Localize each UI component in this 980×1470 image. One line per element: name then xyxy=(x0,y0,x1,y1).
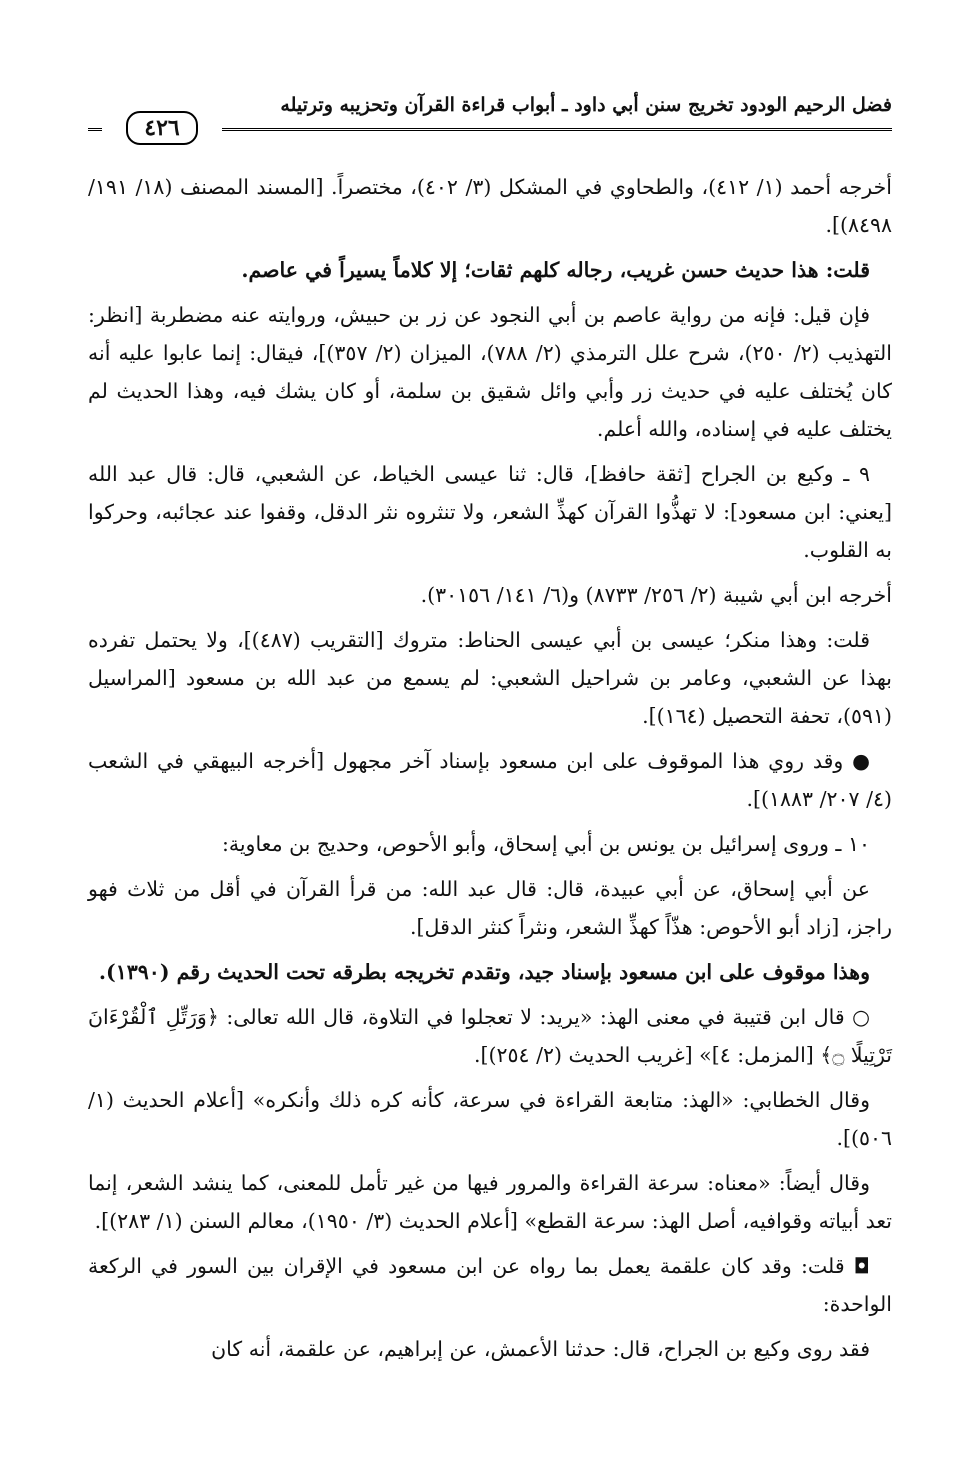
running-header xyxy=(88,92,892,148)
paragraph: ◘ قلت: وقد كان علقمة يعمل بما رواه عن ابن مسعود في الإقران بين السور في الركعة الواحدة: xyxy=(88,1254,892,1316)
paragraph: قلت: وهذا منكر؛ عيسى بن أبي عيسى الحناط: متروك [التقريب (٤٨٧)]، ولا يحتمل تفرده بهذا عن الشعبي، وعامر بن شراحيل الشعبي: لم يسمع من عبد الله بن مسعود [المراسيل (٥٩١)، تحفة التحصيل (١٦٤)]. xyxy=(88,628,892,728)
paragraph: أخرجه ابن أبي شيبة (٢/ ٢٥٦/ ٨٧٣٣) و(٦/ ١٤١/ ٣٠١٥٦). xyxy=(420,583,892,607)
paragraph: ○ قال ابن قتيبة في معنى الهذ: «يريد: لا تعجلوا في التلاوة، قال الله تعالى: ﴿وَرَتِّلِ ٱلْقُرْءَانَ تَرْتِيلًا ۝﴾ [المزمل: ٤]» [غريب الحديث (٢/ ٢٥٤)]. xyxy=(88,1005,892,1067)
paragraph: ٩ ـ وكيع بن الجراح [ثقة حافظ]، قال: ثنا عيسى الخياط، عن الشعبي، قال: قال عبد الله [يعني: ابن مسعود]: لا تهذُّوا القرآن كهذِّ الشعر، ولا تنثروه نثر الدقل، وقفوا عند عجائبه، وحركوا به القلوب. xyxy=(88,462,892,562)
paragraph: فقد روى وكيع بن الجراح، قال: حدثنا الأعمش، عن إبراهيم، عن علقمة، أنه كان xyxy=(211,1337,870,1361)
page-number: ٤٢٦ xyxy=(126,111,197,145)
paragraph: أخرجه أحمد (١/ ٤١٢)، والطحاوي في المشكل (٣/ ٤٠٢)، مختصراً. [المسند المصنف (١٨/ ١٩١/ ٨٤٩٨)]. xyxy=(88,175,892,237)
paragraph: وقال أيضاً: «معناه: سرعة القراءة والمرور فيها من غير تأمل للمعنى، كما ينشد الشعر، إنما تعد أبياته وقوافيه، أصل الهذ: سرعة القطع» [أعلام الحديث (٣/ ١٩٥٠)، معالم السنن (١/ ٢٨٣)]. xyxy=(88,1171,892,1233)
paragraph: قلت: هذا حديث حسن غريب، رجاله كلهم ثقات؛ إلا كلاماً يسيراً في عاصم. xyxy=(241,258,870,282)
page-number-box xyxy=(102,110,222,146)
paragraph: فإن قيل: فإنه من رواية عاصم بن أبي النجود عن زر بن حبيش، وروايته عنه مضطربة [انظر: التهذيب (٢/ ٢٥٠)، شرح علل الترمذي (٢/ ٧٨٨)، الميزان (٢/ ٣٥٧)]، فيقال: إنما عابوا عليه أنه كان يُختلف عليه في حديث زر وأبي وائل شقيق بن سلمة، أو كان يشك فيه، وهذا الحديث لم يختلف عليه في إسناده، والله أعلم. xyxy=(88,303,892,441)
paragraph: وهذا موقوف على ابن مسعود بإسناد جيد، وتقدم تخريجه بطرقه تحت الحديث رقم (١٣٩٠). xyxy=(98,960,870,984)
paragraph: وقال الخطابي: «الهذ: متابعة القراءة في سرعة، كأنه كره ذلك وأنكره» [أعلام الحديث (١/ ٥٠٦)]. xyxy=(88,1088,892,1150)
paragraph: ● وقد روي هذا الموقوف على ابن مسعود بإسناد آخر مجهول [أخرجه البيهقي في الشعب (٤/ ٢٠٧/ ١٨٨٣)]. xyxy=(88,749,892,811)
header-title: فضل الرحيم الودود تخريج سنن أبي داود ـ أبواب قراءة القرآن وتحزيبه وترتيله xyxy=(272,94,892,116)
paragraph: عن أبي إسحاق، عن أبي عبيدة، قال: قال عبد الله: من قرأ القرآن في أقل من ثلاث فهو راجز، [زاد أبو الأحوص: هذّاً كهذِّ الشعر، ونثراً كنثر الدقل]. xyxy=(88,877,892,939)
paragraph: ١٠ ـ وروى إسرائيل بن يونس بن أبي إسحاق، وأبو الأحوص، وحديج بن معاوية: xyxy=(221,832,870,856)
body-text xyxy=(88,168,892,1375)
